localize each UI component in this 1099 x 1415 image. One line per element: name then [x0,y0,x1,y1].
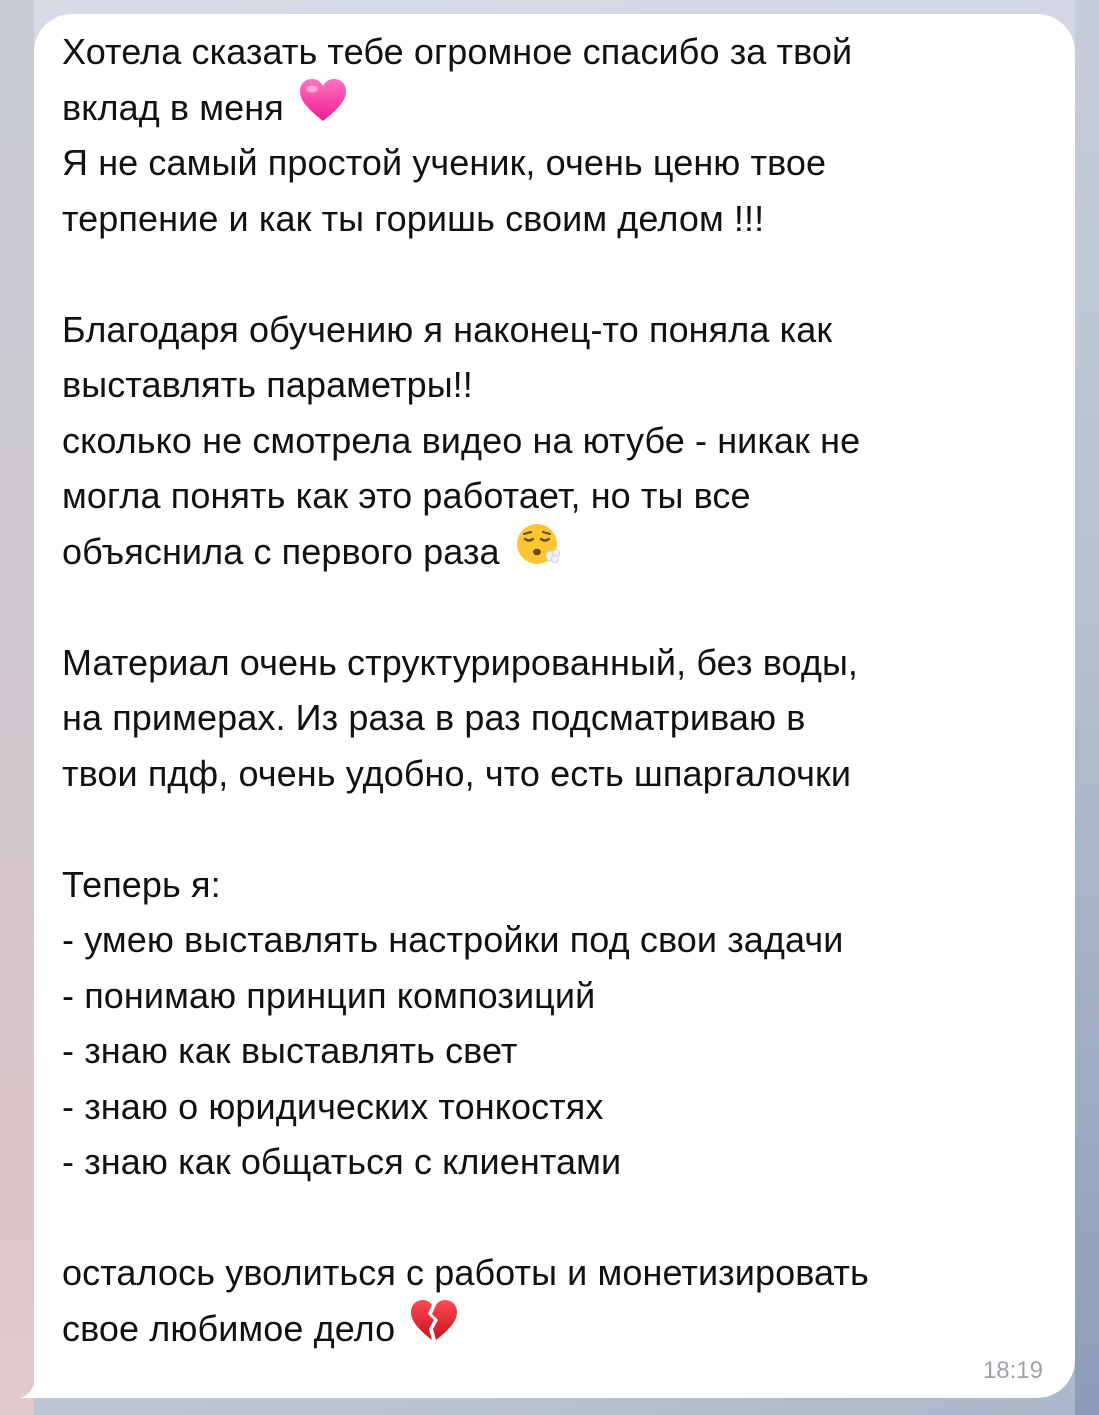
message-line [62,135,1052,191]
message-line [62,1079,1052,1135]
message-line [62,746,1052,802]
message-line-text: - знаю как общаться с клиентами [62,1141,622,1182]
message-line-text: вклад в меня [62,86,284,128]
message-line-text: Я не самый простой ученик, очень ценю твое [62,142,827,183]
message-line [62,635,1052,691]
message-line-text: - знаю как выставлять свет [62,1030,518,1071]
pink-heart-icon [298,77,348,139]
blank-line [62,1190,1052,1246]
message-line-text: Теперь я: [62,863,221,905]
message-line [62,1134,1052,1190]
blank-line [62,801,1052,857]
message-line [62,1023,1052,1079]
message-line [62,468,1052,524]
message-text [62,24,1052,1356]
message-line [62,690,1052,746]
relieved-sigh-face-icon [514,520,562,584]
message-line [62,413,1052,469]
message-line-text: - знаю о юридических тонкостях [62,1085,604,1127]
blank-line [62,579,1052,635]
chat-background-right [1075,0,1099,1415]
message-line-text: могла понять как это работает, но ты все [62,475,751,516]
message-line-text: сколько не смотрела видео на ютубе - никак не [62,419,861,461]
message-line [62,357,1052,413]
message-line [62,302,1052,358]
message-line-text: на примерах. Из раза в раз подсматриваю в [62,697,806,738]
message-line [62,1245,1052,1301]
blank-line [62,246,1052,302]
message-line [62,968,1052,1024]
message-line-text: Материал очень структурированный, без воды, [62,641,859,683]
message-line [62,524,1052,580]
message-line [62,912,1052,968]
message-line-text: твои пдф, очень удобно, что есть шпаргалочки [62,752,852,794]
message-line-text: Хотела сказать тебе огромное спасибо за твой [62,31,853,72]
message-line-text: - понимаю принцип композиций [62,974,596,1016]
message-line [62,1301,1052,1357]
message-line [62,857,1052,913]
message-line-text: свое любимое дело [62,1307,396,1349]
chat-background-left [0,0,34,1415]
message-line-text: объяснила с первого раза [62,530,500,572]
message-line [62,24,1052,80]
message-line-text: терпение и как ты горишь своим делом !!! [62,197,765,239]
message-line-text: выставлять параметры!! [62,364,473,405]
message-line-text: осталось уволиться с работы и монетизировать [62,1252,869,1293]
message-line-text: - умею выставлять настройки под свои задачи [62,919,844,960]
message-line [62,191,1052,247]
message-time: 18:19 [982,1357,1043,1384]
broken-heart-icon [409,1298,459,1360]
message-line-text: Благодаря обучению я наконец-то поняла как [62,308,833,350]
message-line [62,80,1052,136]
